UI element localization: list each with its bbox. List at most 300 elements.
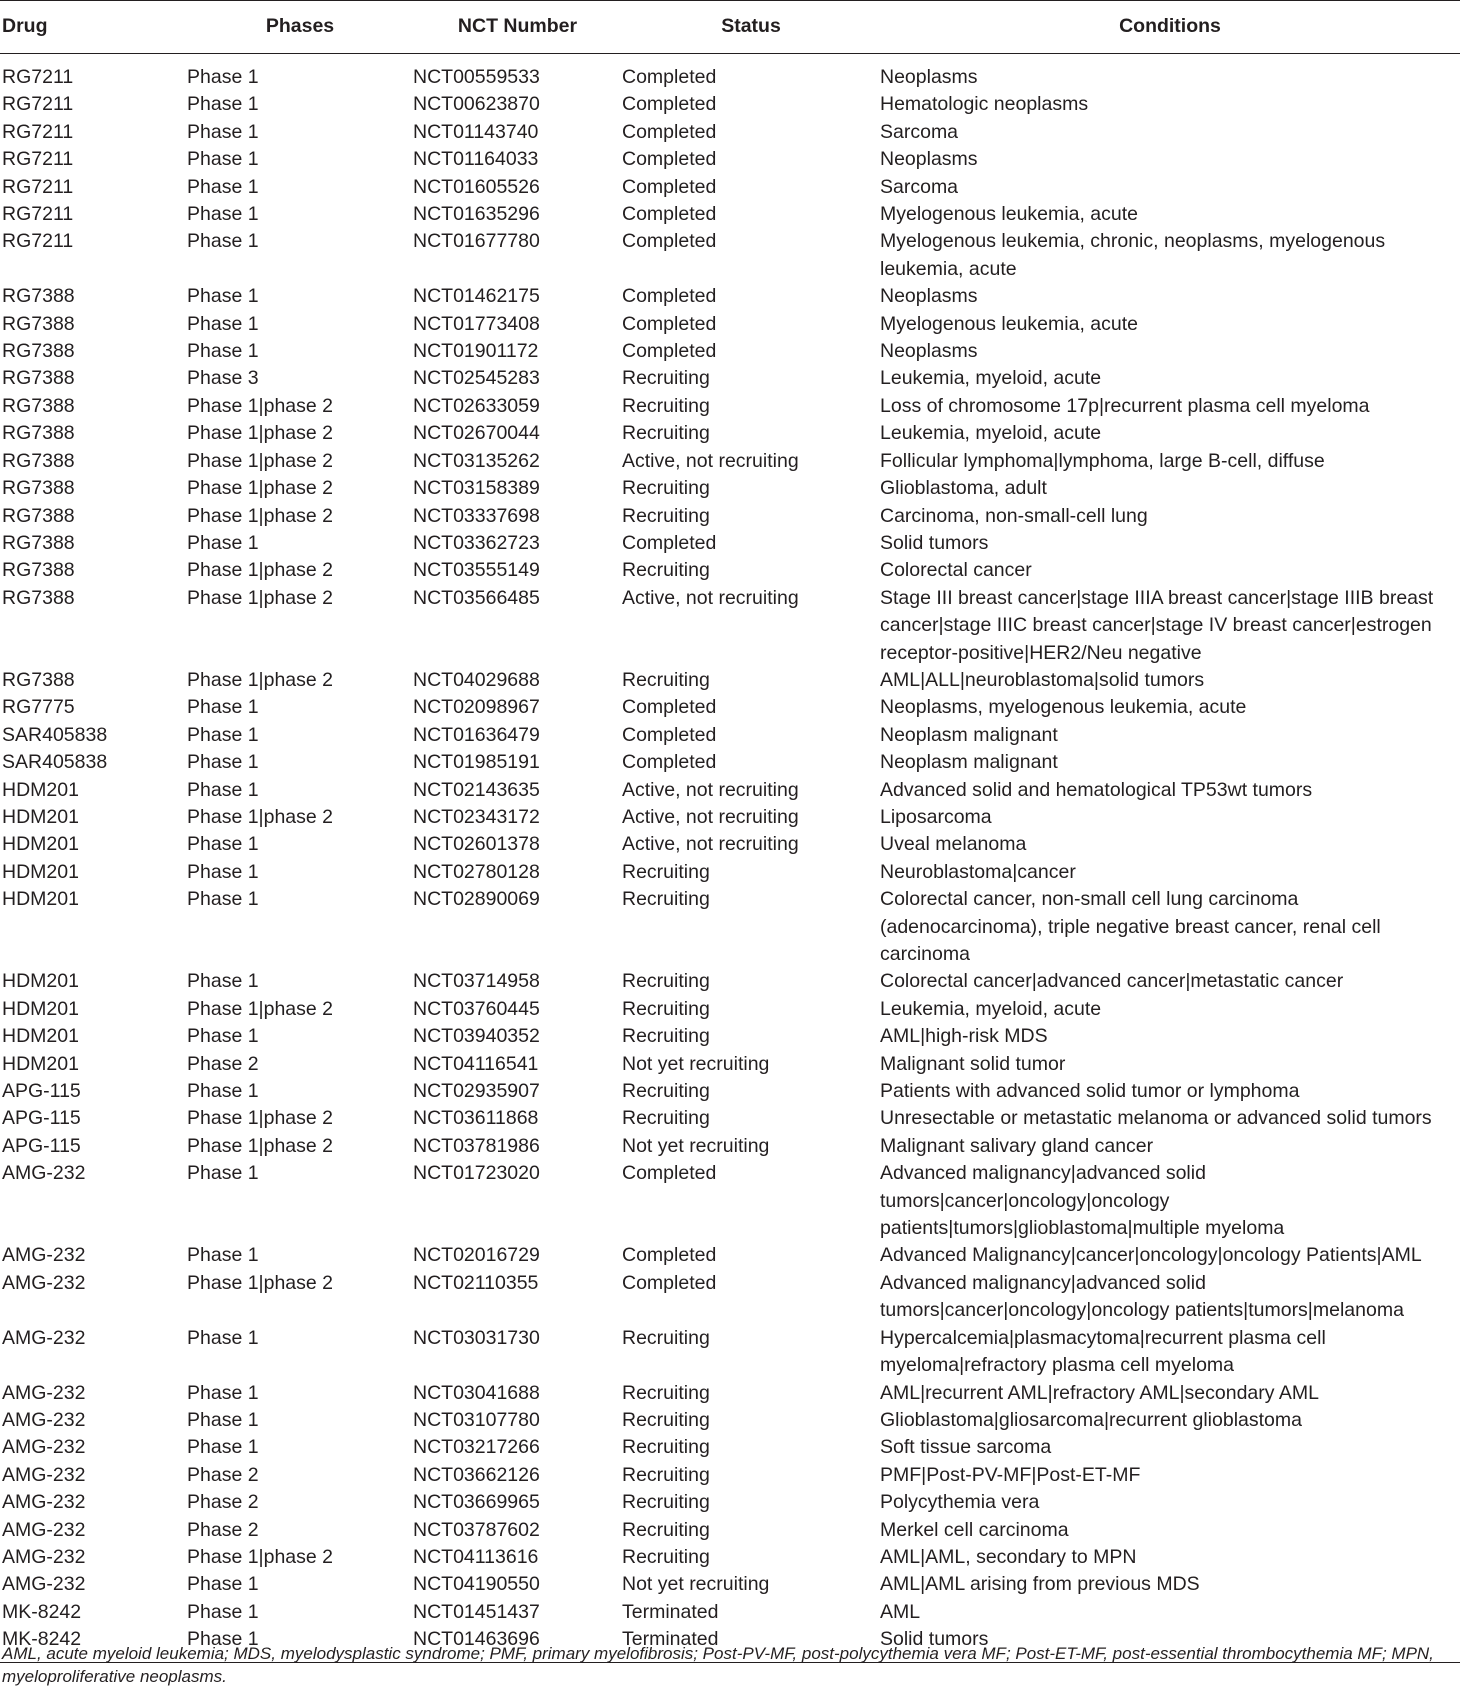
- cell-drug: AMG-232: [2, 1271, 86, 1294]
- cell-nct-number: NCT03337698: [413, 504, 540, 527]
- cell-drug: RG7775: [2, 696, 75, 719]
- table-row: [0, 393, 1460, 420]
- cell-drug: RG7211: [2, 120, 74, 143]
- table-row: [0, 667, 1460, 694]
- table-row: [0, 228, 1460, 283]
- table-row: [0, 1489, 1460, 1516]
- cell-conditions: Hypercalcemia|plasmacytoma|recurrent plasma cell myeloma|refractory plasma cell myeloma: [880, 1326, 1326, 1377]
- cell-phases: Phase 1|phase 2: [187, 1107, 334, 1130]
- cell-conditions: Neoplasms: [880, 340, 978, 363]
- cell-status: Completed: [622, 1244, 717, 1267]
- table-row: [0, 91, 1460, 118]
- cell-phases: Phase 1|phase 2: [187, 559, 334, 582]
- table-row: [0, 968, 1460, 995]
- cell-phases: Phase 1: [187, 1600, 259, 1623]
- cell-conditions: Neoplasms: [880, 66, 978, 88]
- cell-status: Recruiting: [622, 1107, 710, 1130]
- cell-conditions: AML|high-risk MDS: [880, 1025, 1048, 1048]
- cell-phases: Phase 1: [187, 230, 259, 253]
- cell-drug: RG7211: [2, 175, 74, 198]
- table-row: [0, 1023, 1460, 1050]
- table-row: [0, 831, 1460, 858]
- header-phases: Phases: [187, 1, 413, 54]
- cell-phases: Phase 1|phase 2: [187, 805, 334, 828]
- cell-status: Completed: [622, 1162, 717, 1185]
- cell-drug: HDM201: [2, 805, 79, 828]
- cell-status: Completed: [622, 148, 717, 171]
- cell-nct-number: NCT03041688: [413, 1381, 540, 1404]
- cell-phases: Phase 1: [187, 1573, 259, 1596]
- cell-conditions: Leukemia, myeloid, acute: [880, 997, 1102, 1020]
- cell-drug: RG7211: [2, 93, 74, 116]
- cell-phases: Phase 1: [187, 531, 259, 554]
- cell-status: Not yet recruiting: [622, 1052, 770, 1075]
- cell-nct-number: NCT02890069: [413, 888, 540, 911]
- table-row: [0, 503, 1460, 530]
- cell-nct-number: NCT00623870: [413, 93, 540, 116]
- cell-conditions: Follicular lymphoma|lymphoma, large B-cell, diffuse: [880, 449, 1325, 472]
- cell-nct-number: NCT02110355: [413, 1271, 539, 1294]
- cell-status: Recruiting: [622, 1080, 710, 1103]
- cell-drug: HDM201: [2, 860, 79, 883]
- cell-status: Not yet recruiting: [622, 1134, 770, 1157]
- cell-phases: Phase 1: [187, 66, 259, 88]
- cell-status: Recruiting: [622, 1436, 710, 1459]
- cell-status: Completed: [622, 531, 717, 554]
- table-row: [0, 283, 1460, 310]
- cell-drug: RG7388: [2, 285, 75, 308]
- header-conditions: Conditions: [880, 1, 1460, 54]
- cell-drug: RG7211: [2, 203, 74, 226]
- cell-status: Recruiting: [622, 888, 710, 911]
- table-row: [0, 886, 1460, 968]
- cell-status: Recruiting: [622, 1408, 710, 1431]
- cell-status: Recruiting: [622, 367, 710, 390]
- cell-phases: Phase 1: [187, 1326, 259, 1349]
- cell-drug: HDM201: [2, 833, 79, 856]
- cell-phases: Phase 1: [187, 285, 259, 308]
- cell-conditions: Glioblastoma|gliosarcoma|recurrent glioblastoma: [880, 1408, 1302, 1431]
- table-body: [0, 54, 1460, 1663]
- cell-conditions: Neoplasms: [880, 285, 978, 308]
- cell-phases: Phase 1: [187, 340, 259, 363]
- cell-nct-number: NCT03760445: [413, 997, 540, 1020]
- cell-nct-number: NCT02016729: [413, 1244, 540, 1267]
- cell-nct-number: NCT02601378: [413, 833, 540, 856]
- cell-conditions: Carcinoma, non-small-cell lung: [880, 504, 1148, 527]
- cell-nct-number: NCT01143740: [413, 120, 539, 143]
- cell-drug: RG7388: [2, 449, 75, 472]
- cell-status: Completed: [622, 66, 717, 88]
- cell-phases: Phase 1: [187, 1408, 259, 1431]
- cell-drug: AMG-232: [2, 1573, 86, 1596]
- cell-phases: Phase 1|phase 2: [187, 449, 334, 472]
- table-row: [0, 1434, 1460, 1461]
- cell-conditions: Advanced solid and hematological TP53wt tumors: [880, 778, 1313, 801]
- cell-drug: RG7388: [2, 367, 75, 390]
- cell-conditions: AML|AML, secondary to MPN: [880, 1545, 1137, 1568]
- cell-phases: Phase 1|phase 2: [187, 422, 334, 445]
- cell-conditions: Merkel cell carcinoma: [880, 1518, 1069, 1541]
- cell-conditions: Glioblastoma, adult: [880, 477, 1047, 500]
- cell-status: Recruiting: [622, 477, 710, 500]
- cell-drug: RG7211: [2, 230, 74, 253]
- table-row: [0, 448, 1460, 475]
- table-row: [0, 996, 1460, 1023]
- cell-conditions: Myelogenous leukemia, acute: [880, 203, 1138, 226]
- cell-phases: Phase 1|phase 2: [187, 477, 334, 500]
- cell-drug: HDM201: [2, 888, 79, 911]
- cell-nct-number: NCT01635296: [413, 203, 540, 226]
- cell-nct-number: NCT03362723: [413, 531, 540, 554]
- cell-conditions: Sarcoma: [880, 175, 959, 198]
- cell-drug: RG7388: [2, 422, 75, 445]
- cell-status: Active, not recruiting: [622, 833, 799, 856]
- cell-status: Terminated: [622, 1600, 719, 1623]
- cell-phases: Phase 3: [187, 367, 259, 390]
- cell-phases: Phase 1: [187, 203, 259, 226]
- cell-phases: Phase 2: [187, 1518, 259, 1541]
- header-row: [0, 1, 1460, 54]
- cell-phases: Phase 2: [187, 1491, 259, 1514]
- cell-status: Recruiting: [622, 668, 710, 691]
- cell-status: Recruiting: [622, 559, 710, 582]
- table-row: [0, 859, 1460, 886]
- cell-drug: AMG-232: [2, 1326, 86, 1349]
- table-row: [0, 201, 1460, 228]
- cell-status: Recruiting: [622, 970, 710, 993]
- cell-status: Recruiting: [622, 1545, 710, 1568]
- cell-status: Completed: [622, 340, 717, 363]
- cell-drug: RG7388: [2, 586, 75, 609]
- cell-conditions: PMF|Post-PV-MF|Post-ET-MF: [880, 1463, 1141, 1486]
- cell-status: Recruiting: [622, 394, 710, 417]
- cell-phases: Phase 1|phase 2: [187, 504, 334, 527]
- cell-conditions: Polycythemia vera: [880, 1491, 1040, 1514]
- cell-phases: Phase 1|phase 2: [187, 1545, 334, 1568]
- table-header: [0, 1, 1460, 54]
- cell-nct-number: NCT03662126: [413, 1463, 540, 1486]
- cell-phases: Phase 1: [187, 312, 259, 335]
- cell-drug: SAR405838: [2, 723, 108, 746]
- cell-drug: AMG-232: [2, 1491, 86, 1514]
- table-row: [0, 1571, 1460, 1598]
- table-row: [0, 1462, 1460, 1489]
- cell-status: Completed: [622, 723, 717, 746]
- cell-conditions: Loss of chromosome 17p|recurrent plasma cell myeloma: [880, 394, 1370, 417]
- cell-phases: Phase 1: [187, 1025, 259, 1048]
- cell-status: Recruiting: [622, 860, 710, 883]
- cell-conditions: Patients with advanced solid tumor or lymphoma: [880, 1080, 1300, 1103]
- table-row: [0, 1380, 1460, 1407]
- table-row: [0, 1270, 1460, 1325]
- table-row: [0, 1599, 1460, 1626]
- cell-status: Active, not recruiting: [622, 805, 799, 828]
- cell-nct-number: NCT04190550: [413, 1573, 540, 1596]
- header-status: Status: [622, 1, 880, 54]
- cell-nct-number: NCT03217266: [413, 1436, 540, 1459]
- table-row: [0, 557, 1460, 584]
- cell-conditions: Malignant salivary gland cancer: [880, 1134, 1154, 1157]
- cell-nct-number: NCT02143635: [413, 778, 540, 801]
- cell-drug: RG7388: [2, 340, 75, 363]
- cell-drug: HDM201: [2, 1052, 79, 1075]
- cell-nct-number: NCT01462175: [413, 285, 540, 308]
- cell-status: Completed: [622, 203, 717, 226]
- cell-status: Completed: [622, 1271, 717, 1294]
- cell-status: Completed: [622, 751, 717, 774]
- cell-conditions: Neoplasms: [880, 148, 978, 171]
- table-row: [0, 530, 1460, 557]
- cell-nct-number: NCT01463696: [413, 1626, 622, 1662]
- table-row: [0, 420, 1460, 447]
- cell-phases: Phase 1|phase 2: [187, 586, 334, 609]
- cell-status: Active, not recruiting: [622, 586, 799, 609]
- cell-nct-number: NCT02633059: [413, 394, 540, 417]
- cell-drug: AMG-232: [2, 1545, 86, 1568]
- cell-phases: Phase 1: [187, 970, 259, 993]
- table-row: [0, 722, 1460, 749]
- cell-drug: AMG-232: [2, 1162, 86, 1185]
- cell-drug: RG7388: [2, 668, 75, 691]
- cell-conditions: AML|AML arising from previous MDS: [880, 1573, 1200, 1596]
- cell-drug: MK-8242: [0, 1626, 187, 1662]
- cell-phases: Phase 1: [187, 1244, 259, 1267]
- cell-status: Recruiting: [622, 1025, 710, 1048]
- cell-conditions: AML: [880, 1600, 921, 1623]
- table-row: [0, 1105, 1460, 1132]
- cell-nct-number: NCT03107780: [413, 1408, 540, 1431]
- table-row: [0, 1325, 1460, 1380]
- cell-nct-number: NCT02780128: [413, 860, 540, 883]
- table-row: [0, 146, 1460, 173]
- table-row: [0, 1051, 1460, 1078]
- cell-status: Completed: [622, 175, 717, 198]
- cell-nct-number: NCT01677780: [413, 230, 540, 253]
- table-row: [0, 1517, 1460, 1544]
- cell-status: Recruiting: [622, 504, 710, 527]
- cell-status: Recruiting: [622, 997, 710, 1020]
- cell-phases: Phase 1: [187, 175, 259, 198]
- table-row: [0, 694, 1460, 721]
- cell-drug: HDM201: [2, 778, 79, 801]
- cell-drug: HDM201: [2, 970, 79, 993]
- table-row: [0, 749, 1460, 776]
- cell-phases: Phase 1: [187, 1381, 259, 1404]
- cell-conditions: AML|ALL|neuroblastoma|solid tumors: [880, 668, 1205, 691]
- cell-drug: RG7388: [2, 504, 75, 527]
- cell-phases: Phase 1: [187, 148, 259, 171]
- cell-nct-number: NCT02098967: [413, 696, 540, 719]
- table-row: [0, 338, 1460, 365]
- cell-conditions: Uveal melanoma: [880, 833, 1027, 856]
- cell-drug: AMG-232: [2, 1518, 86, 1541]
- cell-phases: Phase 1|phase 2: [187, 394, 334, 417]
- cell-nct-number: NCT03669965: [413, 1491, 540, 1514]
- cell-nct-number: NCT02935907: [413, 1080, 540, 1103]
- cell-conditions: Advanced malignancy|advanced solid tumors|cancer|oncology|oncology patients|tumors|glioblastoma|multiple myeloma: [880, 1162, 1285, 1240]
- cell-phases: Phase 1: [187, 751, 259, 774]
- cell-conditions: Solid tumors: [880, 531, 989, 554]
- cell-phases: Phase 1: [187, 1080, 259, 1103]
- cell-conditions: AML|recurrent AML|refractory AML|secondary AML: [880, 1381, 1319, 1404]
- cell-status: Recruiting: [622, 1326, 710, 1349]
- cell-conditions: Unresectable or metastatic melanoma or advanced solid tumors: [880, 1107, 1432, 1130]
- table-row: [0, 475, 1460, 502]
- cell-phases: Phase 1: [187, 1436, 259, 1459]
- table-row: [0, 311, 1460, 338]
- table-row: [0, 777, 1460, 804]
- cell-nct-number: NCT03611868: [413, 1107, 539, 1130]
- cell-conditions: Soft tissue sarcoma: [880, 1436, 1052, 1459]
- cell-drug: APG-115: [2, 1107, 81, 1130]
- cell-nct-number: NCT00559533: [413, 66, 540, 88]
- cell-conditions: Malignant solid tumor: [880, 1052, 1066, 1075]
- table-row: [0, 585, 1460, 667]
- cell-nct-number: NCT02545283: [413, 367, 540, 390]
- cell-drug: AMG-232: [2, 1408, 86, 1431]
- table-row: [0, 365, 1460, 392]
- cell-phases: Phase 1: [187, 1162, 259, 1185]
- cell-drug: RG7388: [2, 477, 75, 500]
- cell-status: Completed: [622, 696, 717, 719]
- cell-status: Recruiting: [622, 1491, 710, 1514]
- cell-nct-number: NCT04116541: [413, 1052, 539, 1075]
- cell-phases: Phase 1: [187, 1626, 413, 1662]
- cell-status: Terminated: [622, 1626, 880, 1662]
- cell-drug: APG-115: [2, 1134, 81, 1157]
- cell-nct-number: NCT01451437: [413, 1600, 540, 1623]
- cell-nct-number: NCT01605526: [413, 175, 540, 198]
- cell-nct-number: NCT03555149: [413, 559, 540, 582]
- cell-phases: Phase 1|phase 2: [187, 997, 334, 1020]
- cell-phases: Phase 1: [187, 860, 259, 883]
- cell-nct-number: NCT01985191: [413, 751, 540, 774]
- cell-conditions: Colorectal cancer: [880, 559, 1032, 582]
- cell-drug: MK-8242: [2, 1600, 82, 1623]
- cell-drug: AMG-232: [2, 1463, 86, 1486]
- cell-conditions: Solid tumors: [880, 1626, 1460, 1662]
- cell-phases: Phase 1: [187, 723, 259, 746]
- table-row: [0, 1544, 1460, 1571]
- cell-conditions: Colorectal cancer, non-small cell lung carcinoma (adenocarcinoma), triple negative breast cancer, renal cell carcinoma: [880, 888, 1381, 965]
- cell-drug: APG-115: [2, 1080, 81, 1103]
- table-row: [0, 1133, 1460, 1160]
- cell-conditions: Neoplasms, myelogenous leukemia, acute: [880, 696, 1247, 719]
- cell-conditions: Leukemia, myeloid, acute: [880, 367, 1102, 390]
- table-row: [0, 54, 1460, 92]
- cell-phases: Phase 1: [187, 696, 259, 719]
- cell-nct-number: NCT02670044: [413, 422, 540, 445]
- cell-phases: Phase 1|phase 2: [187, 668, 334, 691]
- cell-status: Completed: [622, 285, 717, 308]
- cell-nct-number: NCT01723020: [413, 1162, 540, 1185]
- cell-status: Active, not recruiting: [622, 449, 799, 472]
- cell-conditions: Neoplasm malignant: [880, 723, 1058, 746]
- cell-status: Completed: [622, 93, 717, 116]
- cell-phases: Phase 1: [187, 120, 259, 143]
- cell-nct-number: NCT04113616: [413, 1545, 539, 1568]
- cell-drug: RG7388: [2, 312, 75, 335]
- cell-conditions: Stage III breast cancer|stage IIIA breast cancer|stage IIIB breast cancer|stage IIIC breast cancer|stage IV breast cancer|estrogen receptor-positive|HER2/Neu negative: [880, 586, 1434, 664]
- cell-conditions: Neuroblastoma|cancer: [880, 860, 1076, 883]
- cell-phases: Phase 1: [187, 778, 259, 801]
- table-row: [0, 1078, 1460, 1105]
- cell-phases: Phase 2: [187, 1463, 259, 1486]
- cell-nct-number: NCT01773408: [413, 312, 540, 335]
- cell-phases: Phase 1|phase 2: [187, 1271, 334, 1294]
- cell-nct-number: NCT01636479: [413, 723, 540, 746]
- cell-nct-number: NCT01901172: [413, 340, 539, 363]
- cell-nct-number: NCT03781986: [413, 1134, 540, 1157]
- cell-conditions: Neoplasm malignant: [880, 751, 1058, 774]
- cell-phases: Phase 1: [187, 888, 259, 911]
- table-row: [0, 119, 1460, 146]
- cell-nct-number: NCT02343172: [413, 805, 540, 828]
- cell-drug: RG7211: [2, 148, 74, 171]
- cell-status: Completed: [622, 312, 717, 335]
- table-footnote: AML, acute myeloid leukemia; MDS, myelodysplastic syndrome; PMF, primary myelofibrosis; Post-PV-MF, post-polycythemia vera MF; Post-ET-MF, post-essential thrombocythemia MF; MPN, myeloproliferative neoplasms.: [2, 1644, 1434, 1686]
- cell-conditions: Myelogenous leukemia, acute: [880, 312, 1138, 335]
- cell-status: Recruiting: [622, 1381, 710, 1404]
- cell-status: Completed: [622, 120, 717, 143]
- table-row: [0, 174, 1460, 201]
- table-row: [0, 1160, 1460, 1242]
- header-drug: Drug: [0, 1, 187, 54]
- cell-drug: AMG-232: [2, 1436, 86, 1459]
- cell-drug: RG7388: [2, 531, 75, 554]
- table-row: [0, 1242, 1460, 1269]
- cell-phases: Phase 1: [187, 833, 259, 856]
- cell-conditions: Sarcoma: [880, 120, 959, 143]
- cell-nct-number: NCT03787602: [413, 1518, 540, 1541]
- cell-status: Recruiting: [622, 1518, 710, 1541]
- cell-status: Recruiting: [622, 1463, 710, 1486]
- cell-drug: AMG-232: [2, 1381, 86, 1404]
- cell-drug: HDM201: [2, 997, 79, 1020]
- cell-conditions: Colorectal cancer|advanced cancer|metastatic cancer: [880, 970, 1344, 993]
- cell-nct-number: NCT03031730: [413, 1326, 540, 1349]
- cell-conditions: Hematologic neoplasms: [880, 93, 1089, 116]
- cell-phases: Phase 1: [187, 93, 259, 116]
- cell-phases: Phase 1|phase 2: [187, 1134, 334, 1157]
- cell-conditions: Advanced malignancy|advanced solid tumors|cancer|oncology|oncology patients|tumors|melanoma: [880, 1271, 1404, 1322]
- cell-drug: RG7211: [2, 66, 74, 88]
- cell-status: Recruiting: [622, 422, 710, 445]
- cell-nct-number: NCT03940352: [413, 1025, 540, 1048]
- cell-conditions: Leukemia, myeloid, acute: [880, 422, 1102, 445]
- cell-nct-number: NCT03566485: [413, 586, 540, 609]
- cell-drug: RG7388: [2, 559, 75, 582]
- cell-nct-number: NCT04029688: [413, 668, 540, 691]
- cell-drug: HDM201: [2, 1025, 79, 1048]
- cell-drug: RG7388: [2, 394, 75, 417]
- table-row: [0, 1407, 1460, 1434]
- cell-phases: Phase 2: [187, 1052, 259, 1075]
- cell-conditions: Myelogenous leukemia, chronic, neoplasms, myelogenous leukemia, acute: [880, 230, 1386, 280]
- header-nct-number: NCT Number: [413, 1, 622, 54]
- cell-nct-number: NCT03135262: [413, 449, 540, 472]
- cell-conditions: Liposarcoma: [880, 805, 992, 828]
- cell-status: Not yet recruiting: [622, 1573, 770, 1596]
- cell-drug: SAR405838: [2, 751, 108, 774]
- cell-status: Active, not recruiting: [622, 778, 799, 801]
- cell-drug: AMG-232: [2, 1244, 86, 1267]
- cell-conditions: Advanced Malignancy|cancer|oncology|oncology Patients|AML: [880, 1244, 1422, 1267]
- cell-nct-number: NCT03714958: [413, 970, 540, 993]
- cell-nct-number: NCT01164033: [413, 148, 539, 171]
- cell-nct-number: NCT03158389: [413, 477, 540, 500]
